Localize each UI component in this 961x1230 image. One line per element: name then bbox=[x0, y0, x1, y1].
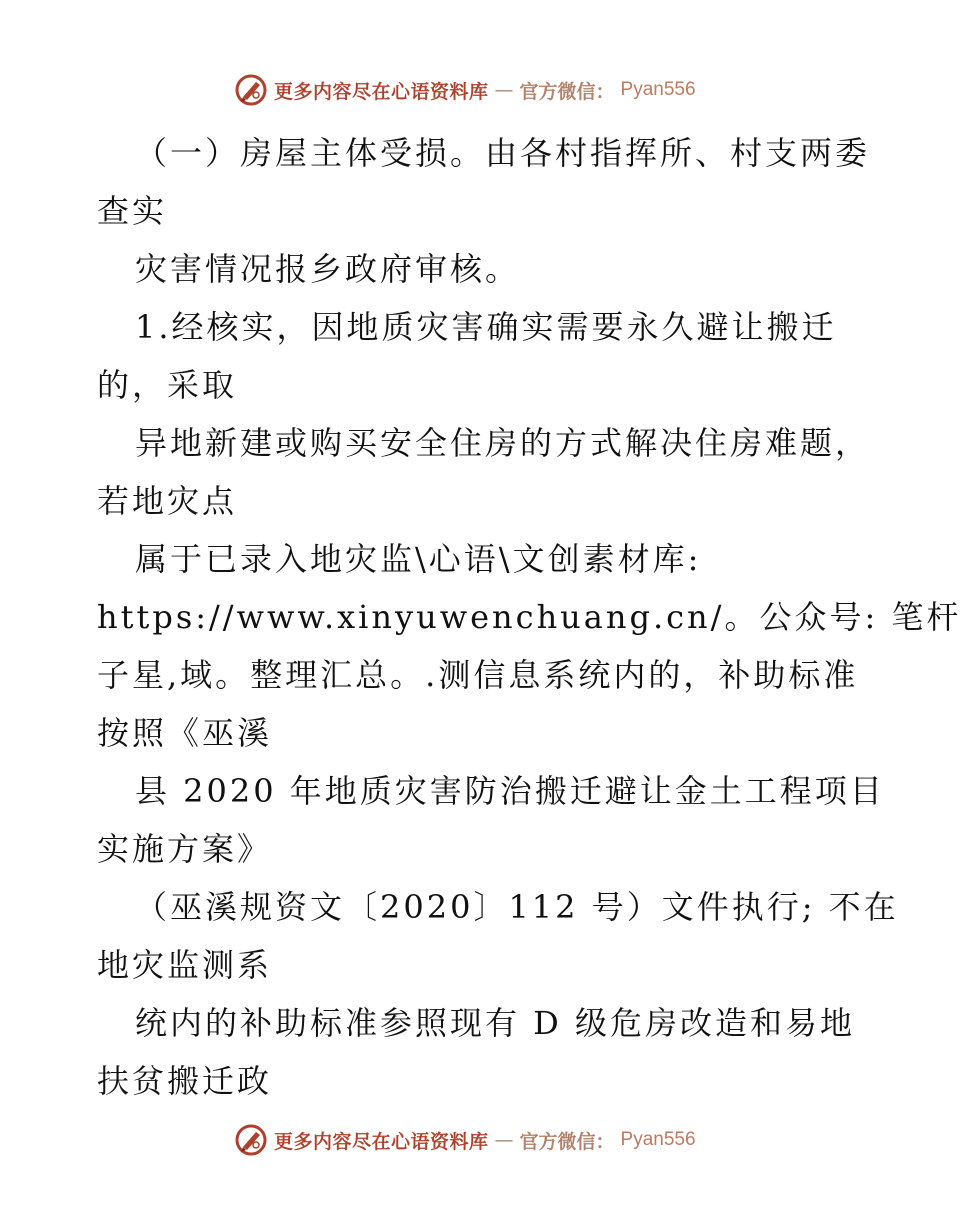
banner-main-text: 更多内容尽在心语资料库 bbox=[274, 80, 489, 103]
body-line-url: https://www.xinyuwenchuang.cn/。公众号: 笔杆 bbox=[97, 598, 961, 636]
banner-wechat-label: 官方微信： bbox=[519, 1130, 615, 1153]
body-line: 统内的补助标准参照现有 D 级危房改造和易地 bbox=[135, 1004, 856, 1042]
footer-watermark-banner bbox=[234, 1122, 714, 1158]
body-line: 若地灾点 bbox=[97, 482, 238, 520]
body-line: 县 2020 年地质灾害防治搬迁避让金土工程项目 bbox=[135, 772, 885, 810]
body-line: 按照《巫溪 bbox=[97, 714, 273, 752]
pen-logo-icon bbox=[234, 1123, 268, 1157]
body-line: （一）房屋主体受损。由各村指挥所、村支两委 bbox=[135, 134, 871, 172]
banner-main-text: 更多内容尽在心语资料库 bbox=[274, 1130, 489, 1153]
banner-wechat-id: Pyan556 bbox=[620, 1129, 696, 1150]
banner-wechat-label: 官方微信： bbox=[519, 80, 615, 103]
body-line: 实施方案》 bbox=[97, 830, 273, 868]
body-line: 属于已录入地灾监\心语\文创素材库: bbox=[135, 540, 702, 578]
body-line: 的，采取 bbox=[97, 366, 238, 404]
body-line: （巫溪规资文〔2020〕112 号）文件执行; 不在 bbox=[135, 888, 899, 926]
body-line: 子星,域。整理汇总。.测信息系统内的，补助标准 bbox=[97, 656, 859, 694]
header-watermark-banner bbox=[234, 72, 714, 108]
banner-dash: — bbox=[494, 1129, 514, 1151]
body-line: 查实 bbox=[97, 192, 168, 230]
body-line: 灾害情况报乡政府审核。 bbox=[135, 250, 521, 288]
pen-logo-icon bbox=[234, 73, 268, 107]
banner-wechat-id: Pyan556 bbox=[620, 79, 696, 100]
body-line: 1.经核实，因地质灾害确实需要永久避让搬迁 bbox=[135, 308, 837, 346]
banner-dash: — bbox=[494, 79, 514, 101]
body-line: 扶贫搬迁政 bbox=[97, 1062, 273, 1100]
body-line: 异地新建或购买安全住房的方式解决住房难题， bbox=[135, 424, 871, 462]
body-line: 地灾监测系 bbox=[97, 946, 273, 984]
document-body bbox=[97, 124, 961, 1110]
